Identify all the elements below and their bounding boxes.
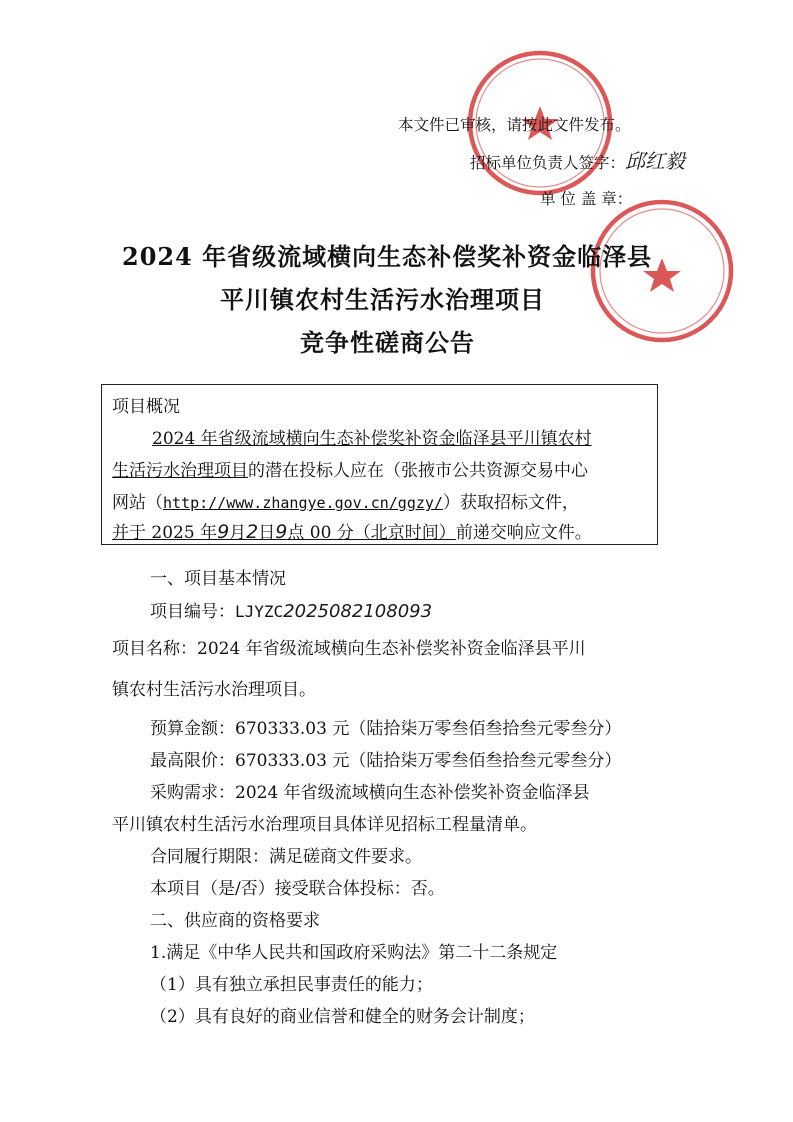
approval-reviewed: 本文件已审核，请按此文件发布。 <box>398 116 631 134</box>
overview-project-link-2: 生活污水治理项目 <box>112 461 248 481</box>
deadline-day-unit: 日 <box>258 523 276 543</box>
title-line-3: 竞争性磋商公告 <box>300 328 475 357</box>
overview-line-3-b: ）获取招标文件， <box>442 493 579 513</box>
budget-amount: 预算金额：670333.03 元（陆拾柒万零叁佰叁拾叁元零叁分） <box>150 719 622 739</box>
overview-project-link-1: 2024 年省级流域横向生态补偿奖补资金临泽县平川镇农村 <box>152 429 592 449</box>
overview-deadline <box>112 523 456 543</box>
deadline-year: 并于 2025 年 <box>112 523 218 543</box>
deadline-time: 点 00 分（北京时间） <box>287 523 456 543</box>
signature: 邱红毅 <box>625 149 686 173</box>
deadline-month-unit: 月 <box>229 523 247 543</box>
overview-url: http://www.zhangye.gov.cn/ggzy/ <box>163 494 443 512</box>
section2-heading: 二、供应商的资格要求 <box>150 911 320 931</box>
project-number-prefix: LJYZC <box>235 602 284 621</box>
consortium: 本项目（是/否）接受联合体投标：否。 <box>150 879 445 899</box>
project-name-line-1: 项目名称：2024 年省级流域横向生态补偿奖补资金临泽县平川 <box>112 639 586 659</box>
overview-line-1 <box>152 427 592 451</box>
section1-heading: 一、项目基本情况 <box>150 569 286 589</box>
deadline-day-hw: 2 <box>246 521 259 543</box>
project-number <box>150 600 432 624</box>
title-line-2: 平川镇农村生活污水治理项目 <box>220 285 545 314</box>
overview-line-3-a: 网站（ <box>112 493 163 513</box>
project-number-handwritten: 2025082108093 <box>283 601 433 622</box>
responsible-label: 招标单位负责人签字： <box>470 154 626 172</box>
contract-period: 合同履行期限：满足磋商文件要求。 <box>150 847 422 867</box>
overview-line-2 <box>112 459 588 483</box>
demand-line-2: 平川镇农村生活污水治理项目具体详见招标工程量清单。 <box>112 815 537 835</box>
max-price: 最高限价：670333.03 元（陆拾柒万零叁佰叁拾叁元零叁分） <box>150 751 622 771</box>
approval-seal-label: 单 位 盖 章： <box>540 190 633 208</box>
overview-heading: 项目概况 <box>112 397 180 417</box>
qualification-item-1: 1.满足《中华人民共和国政府采购法》第二十二条规定 <box>150 943 558 963</box>
project-name-line-2: 镇农村生活污水治理项目。 <box>112 680 316 700</box>
deadline-month-hw: 9 <box>217 521 230 543</box>
demand-line-1: 采购需求：2024 年省级流域横向生态补偿奖补资金临泽县 <box>150 783 590 803</box>
qualification-item-1-1: （1）具有独立承担民事责任的能力； <box>150 975 433 995</box>
overview-line-4-end: 前递交响应文件。 <box>455 523 592 543</box>
qualification-item-1-2: （2）具有良好的商业信誉和健全的财务会计制度； <box>150 1007 535 1027</box>
title-line-1: 2024 年省级流域横向生态补偿奖补资金临泽县 <box>122 242 653 271</box>
approval-responsible <box>470 150 685 174</box>
deadline-hour-hw: 9 <box>275 521 288 543</box>
project-number-label: 项目编号： <box>150 602 235 622</box>
overview-line-2-text: 的潜在投标人应在（张掖市公共资源交易中心 <box>248 461 588 481</box>
overview-line-3 <box>112 491 579 515</box>
overview-line-4 <box>112 520 592 545</box>
